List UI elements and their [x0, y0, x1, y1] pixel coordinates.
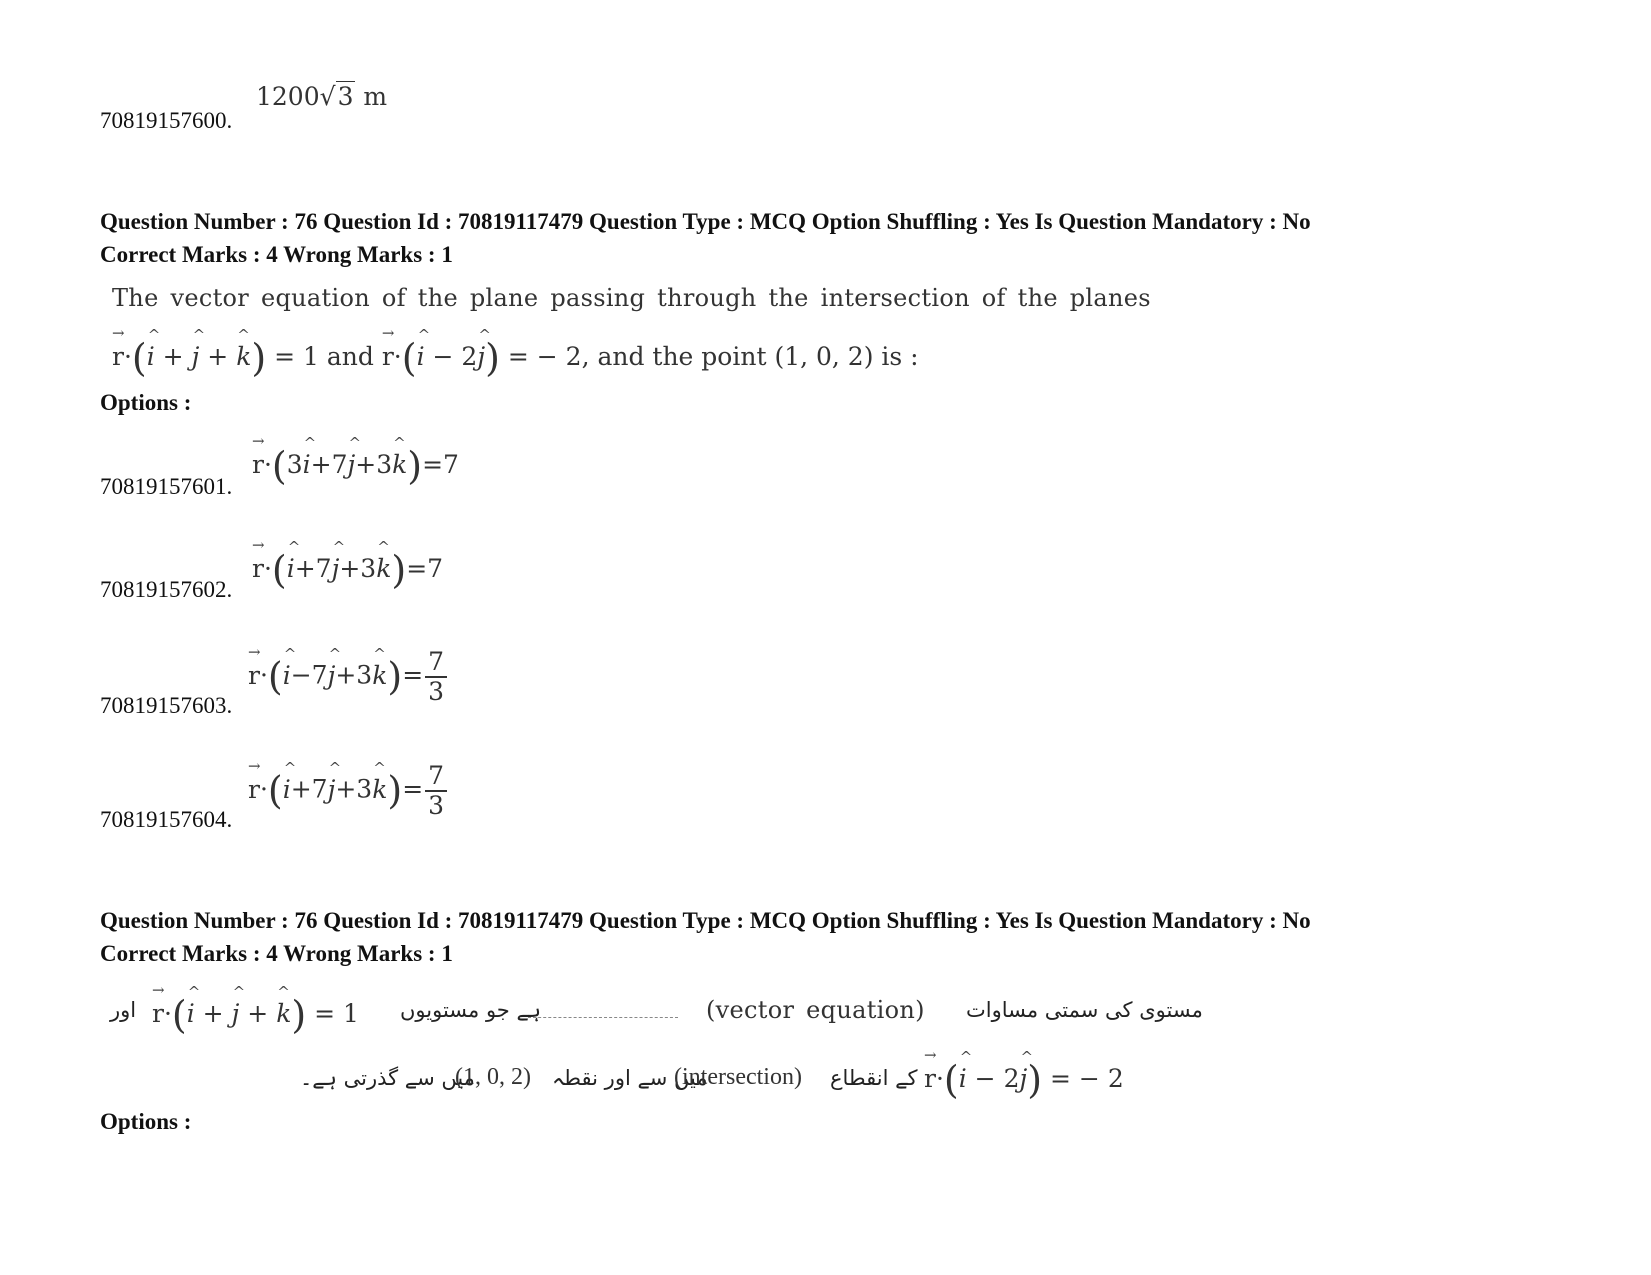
urdu-options-label: Options : — [100, 1109, 192, 1134]
urdu-question-header-line1: Question Number : 76 Question Id : 70819117479 Question Type : MCQ Option Shuffling : Yes Is Question Mandatory : No — [100, 908, 1311, 933]
urdu-stem-equation-2: → r·(^ i − 2^ j) = − 2 — [924, 1058, 1124, 1102]
question-header-line1: Question Number : 76 Question Id : 70819117479 Question Type : MCQ Option Shuffling : Yes Is Question Mandatory : No — [100, 209, 1311, 234]
options-label: Options : — [100, 390, 192, 415]
option-4-id: 70819157604. — [100, 807, 233, 832]
stem-and-word: and — [326, 342, 374, 371]
prev-option-id: 70819157600. — [100, 108, 233, 133]
urdu-and: اور — [110, 998, 137, 1022]
question-stem-line2: → r·(^ i + ^ j + ^ k) = 1 and → r·(^ i − 2^ j) = − 2, and the point (1, 0, 2) is : — [112, 336, 919, 380]
vector-equation-term: (vector equation) — [706, 996, 925, 1024]
option-1-id: 70819157601. — [100, 474, 233, 499]
urdu-intersection-text: کے انقطاع — [830, 1066, 918, 1090]
urdu-stem-equation-1: → r·(^ i + ^ j + ^ k) = 1 — [152, 993, 359, 1037]
stem-tail: , and the point (1, 0, 2) is : — [581, 342, 919, 371]
option-3-id: 70819157603. — [100, 693, 233, 718]
option-1-expression: → r·(3^ i+7^ j+3^ k)=7 — [252, 444, 459, 488]
intersection-term: (intersection) — [674, 1064, 802, 1090]
urdu-passes-text: میں سے گذرتی ہے۔ — [300, 1066, 475, 1090]
urdu-planes-text: ہے جو مستویوں — [400, 998, 542, 1022]
urdu-plane-equation-text: مستوی کی سمتی مساوات — [966, 998, 1203, 1022]
prev-option-expression: 1200√3 m — [256, 82, 388, 111]
option-2-id: 70819157602. — [100, 577, 233, 602]
question-stem-line1: The vector equation of the plane passing through the intersection of the planes — [112, 284, 1151, 312]
urdu-and-point-text: میں سے اور نقطہ — [552, 1066, 708, 1090]
option-2-expression: → r·(^ i+7^ j+3^ k)=7 — [252, 548, 443, 592]
urdu-question-header-line2: Correct Marks : 4 Wrong Marks : 1 — [100, 941, 453, 966]
answer-blank — [528, 1008, 678, 1026]
urdu-point: (1, 0, 2) — [455, 1064, 531, 1090]
option-3-expression: → r·(^ i−7^ j+3^ k)= $\frac{7}{3}$ — [248, 648, 447, 706]
question-header-line2: Correct Marks : 4 Wrong Marks : 1 — [100, 242, 453, 267]
option-4-expression: → r·(^ i+7^ j+3^ k)= $\frac{7}{3}$ — [248, 762, 447, 820]
